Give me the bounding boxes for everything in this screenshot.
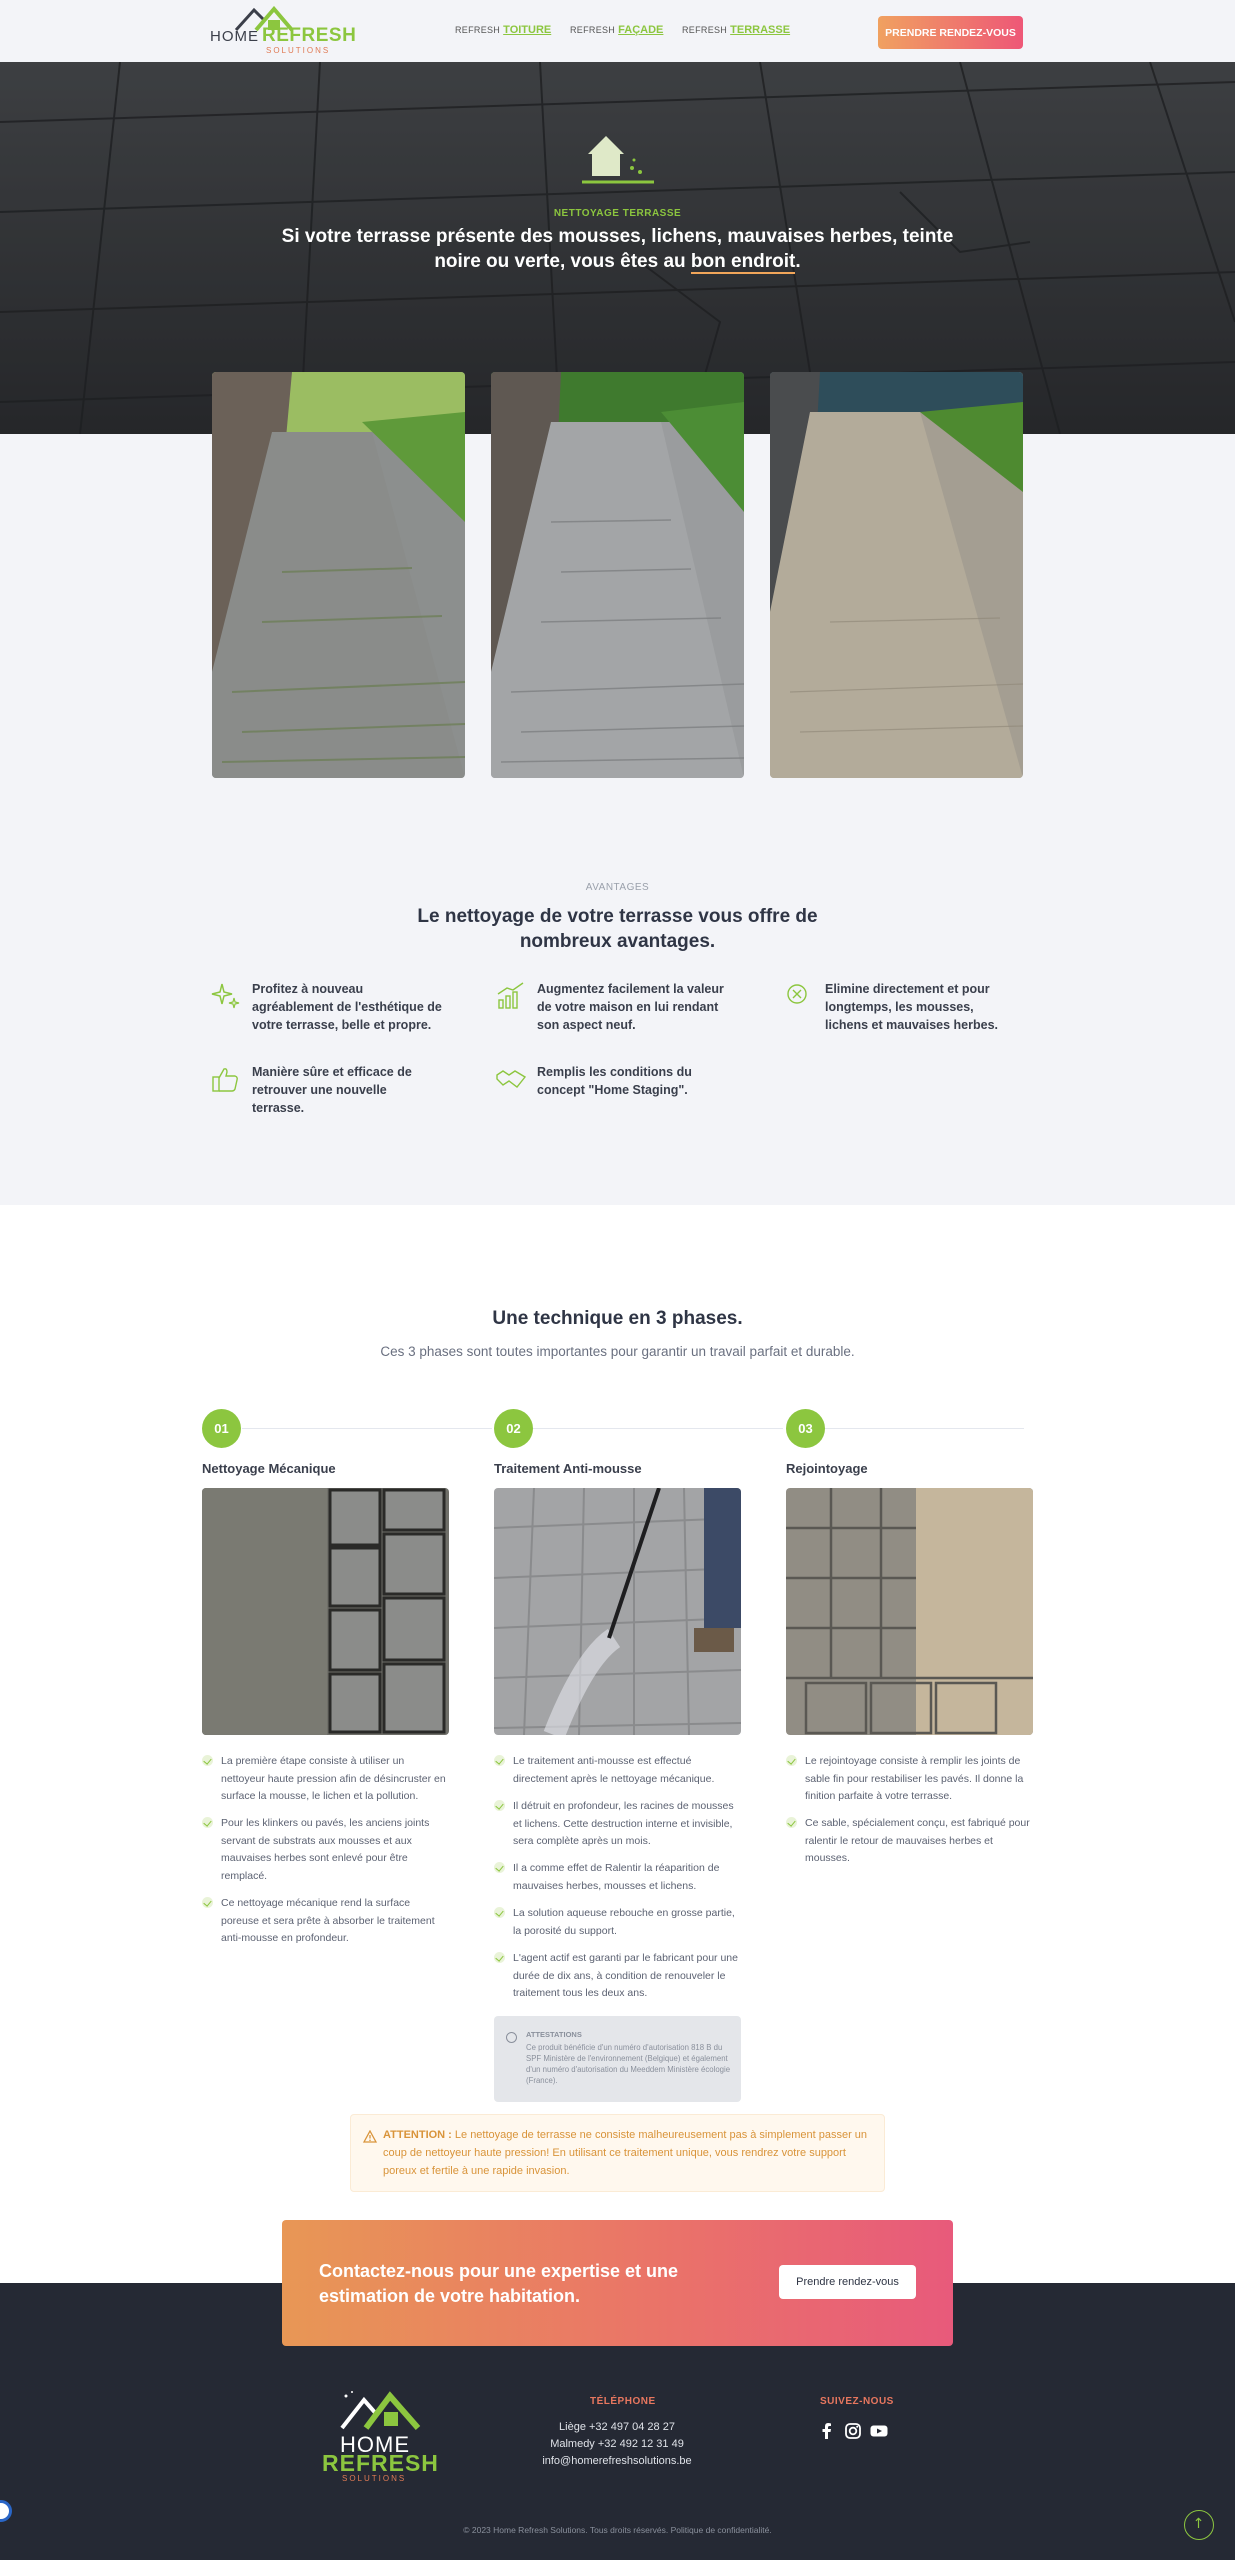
appointment-button[interactable]: PRENDRE RENDEZ-VOUS [878,16,1023,49]
handshake-icon [495,1063,527,1095]
banner-appointment-button[interactable]: Prendre rendez-vous [779,2265,916,2299]
phase-number-badge: 03 [786,1409,825,1448]
logo-text-refresh: REFRESH [322,2450,439,2476]
check-icon [494,1755,505,1766]
bullet-text: L'agent actif est garanti par le fabricant pour une durée de dix ans, à condition de renouveler le traitement tous les deux ans. [513,1952,738,1999]
brand-logo[interactable] [210,6,357,56]
remove-circle-icon [783,980,815,1012]
hero-title [260,224,975,274]
check-icon [202,1817,213,1828]
warning-triangle-icon [363,2130,377,2143]
attestation-box [494,2016,741,2102]
phase-title: Rejointoyage [786,1461,868,1476]
logo-text-solutions: SOLUTIONS [342,2474,407,2483]
nav-link-label: TERRASSE [730,24,791,36]
phase-title: Nettoyage Mécanique [202,1461,336,1476]
nav-link-label: FAÇADE [618,24,664,36]
hero-title-end: . [795,251,801,272]
advantage-text: Augmentez facilement la valeur de votre maison en lui rendant son aspect neuf. [537,982,724,1032]
sparkle-icon [210,980,242,1012]
after-cleaning-photo [491,372,744,778]
nav-link-toiture[interactable] [455,24,551,36]
check-icon [494,1952,505,1963]
logo-text-home: HOME [210,28,259,45]
warning-body: Le nettoyage de terrasse ne consiste malheureusement pas à simplement passer un coup de nettoyeur haute pression! En utilisant ce traitement unique, vous rendrez votre support poreux et fertile à une rapide invasion. [383,2129,868,2177]
phase-connector-line [242,1428,492,1429]
email-link[interactable]: info@homerefreshsolutions.be [542,2455,692,2467]
house-logo-icon [338,2390,422,2430]
bullet-text: Le traitement anti-mousse est effectué directement après le nettoyage mécanique. [513,1755,715,1785]
hero-title-highlight: bon endroit [690,251,796,272]
phone-liege[interactable]: Liège +32 497 04 28 27 [559,2421,675,2433]
rejointing-photo [786,1488,1033,1735]
nav-link-label: TOITURE [503,24,552,36]
top-navigation [0,0,1235,62]
advantage-text: Manière sûre et efficace de retrouver une nouvelle terrasse. [252,1065,412,1115]
check-icon [494,1862,505,1873]
phase-connector-line [824,1428,1024,1429]
instagram-icon[interactable] [843,2421,863,2441]
attestation-text: Ce produit bénéficie d'un numéro d'autorisation 818 B du SPF Ministère de l'environnement (Belgique) et également d'un numéro d'autorisation du Meeddem Ministère écologie (France). [526,2043,731,2085]
phases-title: Une technique en 3 phases. [492,1308,743,1329]
check-icon [494,1800,505,1811]
phase-number-badge: 02 [494,1409,533,1448]
nav-link-prefix: REFRESH [455,25,501,35]
check-icon [202,1897,213,1908]
bullet-text: Pour les klinkers ou pavés, les anciens joints servant de substrats aux mousses et aux mauvaises herbes sont enlevé pour être remplacé. [221,1817,430,1882]
youtube-icon[interactable] [869,2421,889,2441]
bullet-text: Ce sable, spécialement conçu, est fabriqué pour ralentir le retour de mauvaises herbes et mousses. [805,1817,1030,1864]
warning-text [383,2126,878,2180]
advantages-kicker: AVANTAGES [585,882,650,893]
thumbs-up-icon [210,1063,242,1095]
logo-text-refresh: REFRESH [262,25,357,46]
phone-heading: TÉLÉPHONE [590,2396,656,2407]
anti-moss-treatment-photo [494,1488,741,1735]
hero-title-text: Si votre terrasse présente des mousses, lichens, mauvaises herbes, teinte noire ou verte, vous êtes au [281,226,954,272]
bullet-text: Ce nettoyage mécanique rend la surface poreuse et sera prête à absorber le traitement anti-mousse en profondeur. [221,1897,435,1944]
advantage-text: Remplis les conditions du concept "Home Staging". [537,1065,692,1097]
advantage-text: Profitez à nouveau agréablement de l'esthétique de votre terrasse, belle et propre. [252,982,442,1032]
check-icon [494,1907,505,1918]
phone-malmedy[interactable]: Malmedy +32 492 12 31 49 [550,2438,684,2450]
advantages-title: Le nettoyage de votre terrasse vous offre de nombreux avantages. [417,906,818,952]
bullet-text: Le rejointoyage consiste à remplir les joints de sable fin pour restabiliser les pavés. Il donne la finition parfaite à votre terrasse. [805,1755,1024,1802]
phase-title: Traitement Anti-mousse [494,1461,642,1476]
logo-text-solutions: SOLUTIONS [266,46,331,55]
nav-link-facade[interactable] [570,24,663,36]
advantage-text: Elimine directement et pour longtemps, les mousses, lichens et mauvaises herbes. [825,982,999,1032]
footer-logo[interactable] [318,2390,443,2483]
logo-text-home: HOME [340,2432,410,2457]
nav-link-prefix: REFRESH [570,25,616,35]
phase-connector-line [533,1428,783,1429]
bullet-text: La solution aqueuse rebouche en grosse partie, la porosité du support. [513,1907,735,1937]
bullet-text: La première étape consiste à utiliser un nettoyeur haute pression afin de désincruster en surface la mousse, le lichen et la pollution. [221,1755,446,1802]
warning-label: ATTENTION : [383,2129,452,2141]
nav-link-prefix: REFRESH [682,25,728,35]
follow-heading: SUIVEZ-NOUS [820,2396,894,2407]
mechanical-cleaning-photo [202,1488,449,1735]
warning-box [350,2114,885,2192]
bullet-text: Il a comme effet de Ralentir la réaparition de mauvaises herbes, mousses et lichens. [513,1862,720,1892]
growth-chart-icon [495,980,527,1012]
contact-banner [282,2220,953,2346]
check-icon [786,1755,797,1766]
certificate-check-icon [506,2032,517,2043]
house-cleaning-icon [582,128,654,186]
attestation-title: ATTESTATIONS [526,2030,582,2039]
before-photo [212,372,465,778]
after-sanding-photo [770,372,1023,778]
check-icon [786,1817,797,1828]
nav-link-terrasse[interactable] [682,24,790,36]
copyright-text: © 2023 Home Refresh Solutions. Tous droits réservés. Politique de confidentialité. [463,2525,772,2535]
phases-subtitle: Ces 3 phases sont toutes importantes pour garantir un travail parfait et durable. [380,1344,855,1359]
facebook-icon[interactable] [817,2421,837,2441]
phase-number-badge: 01 [202,1409,241,1448]
hero-kicker: NETTOYAGE TERRASSE [553,208,682,219]
back-to-top-button[interactable] [1184,2510,1214,2540]
bullet-text: Il détruit en profondeur, les racines de mousses et lichens. Cette destruction interne et invisible, sera complète après un mois. [513,1800,734,1847]
check-icon [202,1755,213,1766]
banner-text: Contactez-nous pour une expertise et une estimation de votre habitation. [319,2261,679,2306]
